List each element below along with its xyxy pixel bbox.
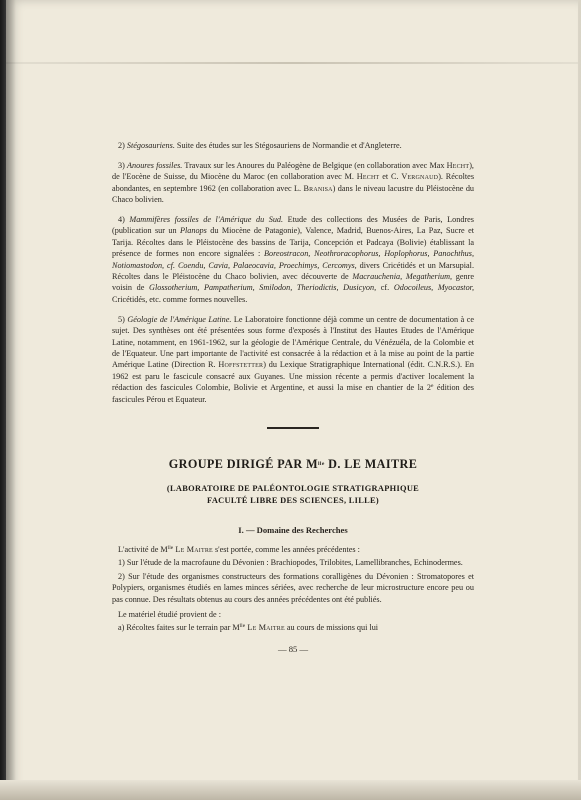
- paragraph-text: ). Récoltes abondantes, en septembre 1962 (en collaboration avec L.: [112, 172, 474, 193]
- superscript: lle: [167, 545, 174, 552]
- list-item: 1) Sur l'étude de la macrofaune du Dévonien : Brachiopodes, Trilobites, Lamellibranches, Echinodermes.: [118, 558, 463, 568]
- paragraph-text: cf.: [376, 283, 394, 293]
- paragraph-text: s'est portée, comme les années précédentes :: [212, 545, 360, 555]
- topic-title: Anoures fossiles.: [127, 160, 183, 170]
- list-item: [112, 622, 474, 633]
- author-name: Vergnaud: [401, 172, 439, 182]
- author-name: Le Maitre: [173, 545, 213, 555]
- taxon-list: Macrauchenia, Megatherium,: [352, 272, 453, 282]
- paragraph-text: L'activité de M: [118, 545, 168, 555]
- list-number: 3): [118, 160, 127, 170]
- paragraph-text: édition des fascicules Pérou et Equateur.: [112, 383, 474, 404]
- superscript: lle: [317, 460, 325, 467]
- paragraph-text: au cours de missions qui lui: [284, 623, 379, 633]
- topic-title: Mammifères fossiles de l'Amérique du Sud.: [129, 215, 284, 225]
- paragraph-text: genre voisin de: [112, 272, 474, 293]
- page-fold-line: [6, 62, 578, 64]
- topic-title: Géologie de l'Amérique Latine.: [127, 314, 232, 324]
- paragraph-stegosauriens: [112, 140, 474, 151]
- group-title-text: GROUPE DIRIGÉ PAR M: [168, 456, 318, 471]
- page-number: — 85 —: [277, 643, 309, 654]
- paragraph-text: divers Cricétidés et un Marsupial. Récoltes dans le Pléistocène du Chaco bolivien, avec découverte de: [112, 260, 475, 282]
- paragraph-text: a) Récoltes faites sur le terrain par M: [118, 623, 240, 633]
- paragraph-text: et C.: [379, 172, 402, 182]
- topic-title: Stégosauriens.: [126, 141, 175, 150]
- author-name: Le Maitre: [245, 623, 285, 633]
- paragraph-text: Etude des collections des Musées de Paris, Londres (publication sur un: [112, 215, 474, 236]
- subtitle-line: (LABORATOIRE DE PALÉONTOLOGIE STRATIGRAPHIQUE: [166, 483, 420, 493]
- paragraph-mammiferes: [112, 214, 474, 305]
- group-subtitle: [112, 483, 474, 507]
- paragraph-text: Travaux sur les Anoures du Paléogène de Belgique (en collaboration avec Max: [182, 160, 447, 170]
- superscript: lle: [239, 623, 246, 630]
- paragraph-anoures: [112, 160, 474, 206]
- paragraph-material: Le matériel étudié provient de :: [118, 610, 221, 620]
- list-item: 2) Sur l'étude des organismes constructeurs des formations coralligènes du Dévonien : Stromatopores et Polypiers, organismes étudiés en lames minces sériées, avec recherche de leur microstructure encore peu ou pas connue. Des résultats obtenus au cours des années précédentes ont été publiés.: [112, 571, 474, 604]
- list-number: 4): [118, 215, 130, 225]
- paragraph-text: ), de l'Eocène de Suisse, du Miocène du Maroc (en collaboration avec M.: [112, 160, 474, 182]
- taxon-list: Odocoileus, Myocastor,: [393, 283, 474, 293]
- paragraph-geologie: [112, 314, 474, 405]
- paragraph-text: Le Laboratoire fonctionne déjà comme un centre de documentation à ce sujet. Des synthèses ont été présentées sous forme d'exposés à l'Institut des Hautes Etudes de l'Amérique Latine, notamment, en 1961-1962, sur la géologie de l'Amérique Centrale, du Vénézuéla, de la Colombie et de l'Equateur. Une part importante de l'activité est consacrée à la rédaction et à la mise au point de la partie Amérique Latine (Direction R.: [112, 314, 474, 370]
- paragraph-intro: [112, 544, 474, 555]
- paragraph-text: Suite des études sur les Stégosauriens de Normandie et d'Angleterre.: [174, 141, 402, 150]
- taxon-list: Boreostracon, Neothroracophorus, Hoplophorus, Panochthus, Notiomastodon, cf. Coendu, Cavia, Palaeocavia, Proechimys, Cercomys,: [112, 249, 475, 270]
- group-title-text: D. LE MAITRE: [324, 456, 418, 471]
- author-name: Hoffstetter: [218, 360, 264, 370]
- subtitle-line: FACULTÉ LIBRE DES SCIENCES, LILLE): [207, 495, 379, 505]
- paragraph-text: Cricétidés, etc. comme formes nouvelles.: [112, 294, 248, 304]
- taxon-name: Planops: [179, 226, 207, 236]
- page-bottom-edge: [0, 780, 581, 800]
- paragraph-text: ) du Lexique Stratigraphique International (édit. C.N.R.S.). En 1962 est paru le fascicule consacré aux Guyanes. Une mission récente a permis d'activer localement la rédaction des fascicules Colombie, Bolivie et Argentine, et aussi la mise en chantier de la 2: [112, 360, 474, 393]
- taxon-list: Glossotherium, Pampatherium, Smilodon, Theriodictis, Dusicyon,: [149, 283, 377, 293]
- group-title: [112, 457, 474, 471]
- binding-shadow: [0, 0, 16, 800]
- paragraph-text: du Miocène de Patagonie), Valence, Madrid, Buenos-Aires, La Paz, Sucre et Tarija. Récoltes dans le Pléistocène des bassins de Tarija, Concepción et Padcaya (Bolivie) établissant la présence de formes non encore signalées :: [112, 226, 474, 259]
- list-number: 2): [118, 141, 127, 150]
- section-heading: I. — Domaine des Recherches: [238, 524, 348, 535]
- list-number: 5): [118, 314, 128, 324]
- superscript: e: [431, 383, 434, 390]
- section-divider: [267, 427, 319, 429]
- author-name: Hecht: [446, 160, 470, 170]
- author-name: Hecht: [356, 172, 380, 182]
- paragraph-text: ) dans le niveau lacustre du Pléistocène du Chaco bolivien.: [112, 183, 475, 205]
- author-name: Branisa: [303, 183, 333, 193]
- page-content: [112, 140, 474, 655]
